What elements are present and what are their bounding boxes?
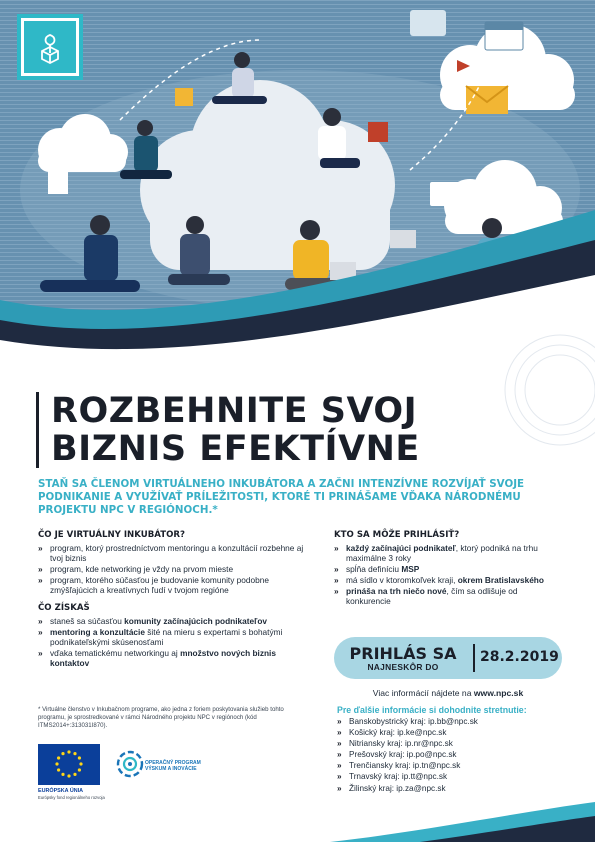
divider [473,644,475,672]
list-item [334,564,564,574]
apply-label: PRIHLÁS SA [349,644,457,663]
what-is-list [38,543,310,595]
item-text: spĺňa definíciu [346,564,402,575]
list-item [38,648,310,668]
headline-line-2: BIZNIS EFEKTÍVNE [51,429,420,469]
list-item [334,575,564,585]
item-emphasis: MSP [401,564,420,575]
item-emphasis: prináša na trh niečo nové [346,585,447,596]
contacts-list [337,717,567,795]
bottom-wave-decoration [0,802,595,842]
list-item: » program, ktorého súčasťou je budovanie komunity podobne zmýšľajúcich a kreatívnych ľudí v tvojom regióne [38,575,310,595]
eu-fund-name: Európsky fond regionálneho rozvoja [38,795,105,800]
opvi-line-2: VÝSKUM A INOVÁCIE [145,766,197,772]
list-item: » program, ktorý prostredníctvom mentoringu a konzultácií rozbehne aj tvoj biznis [38,543,310,563]
item-emphasis: každý začínajúci podnikateľ [346,543,456,554]
section-heading-benefits: ČO ZÍSKAŠ [38,603,90,614]
item-text: vďaka tematickému networkingu aj [50,648,181,659]
more-info-text: Viac informácií nájdete na [372,688,474,698]
hero-background [0,0,595,360]
website-link[interactable]: www.npc.sk [473,688,524,698]
right-column [334,530,564,614]
left-column [38,530,310,676]
item-text: , ktorý podniká na trhu maximálne 3 roky [346,543,538,564]
item-emphasis: komunity začínajúcich podnikateľov [124,616,268,627]
deadline-label: NAJNESKÔR DO [367,662,439,672]
opvi-logo-icon [116,750,144,778]
section-heading-what-is: ČO JE VIRTUÁLNY INKUBÁTOR? [38,530,186,540]
more-info [334,688,562,698]
contact-item[interactable]: » Žilinský kraj: ip.za@npc.sk [337,784,567,795]
footnote: * Virtuálne členstvo v Inkubačnom programe, ako jedna z foriem poskytovania služieb tohto programu, je sprostredkované v rámci Národného projektu NPC v regiónoch (kód ITMS2014+:313031I870). [38,706,284,729]
contact-item[interactable]: » Banskobystrický kraj: ip.bb@npc.sk [337,717,567,728]
contact-item[interactable]: » Košický kraj: ip.ke@npc.sk [337,728,567,739]
item-text: má sídlo v ktoromkoľvek kraji, [346,574,458,585]
apply-deadline-banner [334,637,562,679]
eu-stars-icon [38,744,100,785]
item-text: , čím sa odlišuje od konkurencie [346,585,518,606]
contact-item[interactable]: » Trnavský kraj: ip.tt@npc.sk [337,772,567,783]
section-heading-who-can-apply: KTO SA MÔŽE PRIHLÁSIŤ? [334,530,460,540]
eu-name: EURÓPSKA ÚNIA [38,788,84,794]
item-text: šité na mieru s expertami s bohatými podnikateľskými skúsenosťami [50,627,283,648]
sprout-box-icon [32,29,68,65]
incubator-logo [21,18,79,76]
opvi-line-1: OPERAČNÝ PROGRAM [145,760,201,766]
item-emphasis: okrem Bratislavského [457,574,544,585]
intro-text: STAŇ SA ČLENOM VIRTUÁLNEHO INKUBÁTORA A ZAČNI INTENZÍVNE ROZVÍJAŤ SVOJE PODNIKANIE A VYUŽÍVAŤ PRÍLEŽITOSTI, KTORÉ TI PRINÁŠAME VĎAKA NÁRODNÉMU PROJEKTU NPC V REGIÓNOCH.* [38,478,525,516]
eu-flag-logo [38,744,100,785]
eligibility-list [334,543,564,606]
opvi-logo-text [145,760,201,772]
list-item [334,586,564,606]
headline-line-1: ROZBEHNITE SVOJ [51,391,418,431]
list-item [38,616,310,626]
contact-item[interactable]: » Nitriansky kraj: ip.nr@npc.sk [337,739,567,750]
list-item [334,543,564,563]
benefits-list [38,616,310,668]
list-item [38,627,310,647]
item-emphasis: mentoring a konzultácie [50,627,145,638]
item-text: staneš sa súčasťou [50,616,125,627]
deadline-date: 28.2.2019 [480,649,559,665]
item-emphasis: množstvo nových biznis kontaktov [50,648,276,669]
list-item: » program, kde networking je vždy na prvom mieste [38,564,310,574]
headline [36,392,556,468]
contact-item[interactable]: » Prešovský kraj: ip.po@npc.sk [337,750,567,761]
apply-label-group [334,645,472,672]
hero-illustration [0,0,595,360]
contact-item[interactable]: » Trenčiansky kraj: ip.tn@npc.sk [337,761,567,772]
contacts-heading: Pre ďalšie informácie si dohodnite stretnutie: [337,705,527,715]
